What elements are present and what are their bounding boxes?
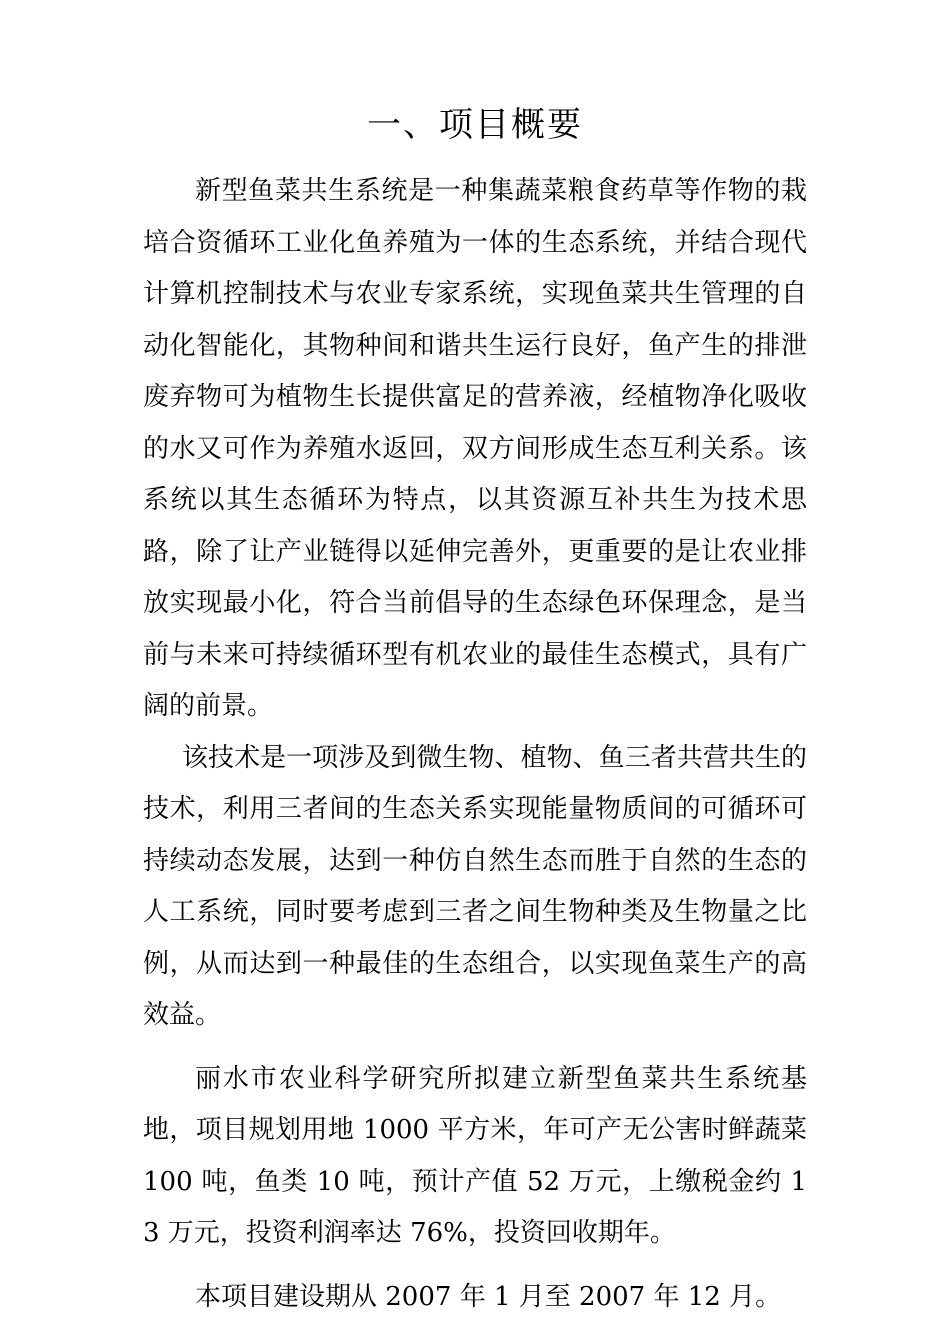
section-title: 一、项目概要 [367,105,583,145]
paragraph-construction-period: 本项目建设期从 2007 年 1 月至 2007 年 12 月。 [195,1281,782,1312]
paragraph-overview: 新型鱼菜共生系统是一种集蔬菜粮食药草等作物的栽培合资循环工业化鱼养殖为一体的生态系统，并结合现代计算机控制技术与农业专家系统，实现鱼菜共生管理的自动化智能化，其物种间和谐共生运行良好，鱼产生的排泄废弃物可为植物生长提供富足的营养液，经植物净化吸收的水又可作为养殖水返回，双方间形成生态互利关系。该系统以其生态循环为特点，以其资源互补共生为技术思路，除了让产业链得以延伸完善外，更重要的是让农业排放实现最小化，符合当前倡导的生态绿色环保理念，是当前与未来可持续循环型有机农业的最佳生态模式，具有广阔的前景。 [143,176,807,721]
paragraph-project-plan: 丽水市农业科学研究所拟建立新型鱼菜共生系统基地，项目规划用地 1000 平方米，年可产无公害时鲜蔬菜 100 吨，鱼类 10 吨，预计产值 52 万元，上缴税金约 13 万元，投资利润率达 76%，投资回收期年。 [143,1063,807,1248]
paragraph-technology: 该技术是一项涉及到微生物、植物、鱼三者共营共生的技术，利用三者间的生态关系实现能量物质间的可循环可持续动态发展，达到一种仿自然生态而胜于自然的生态的人工系统，同时要考虑到三者之间生物种类及生物量之比例，从而达到一种最佳的生态组合，以实现鱼菜生产的高效益。 [143,742,807,1030]
document-body [143,166,807,1323]
